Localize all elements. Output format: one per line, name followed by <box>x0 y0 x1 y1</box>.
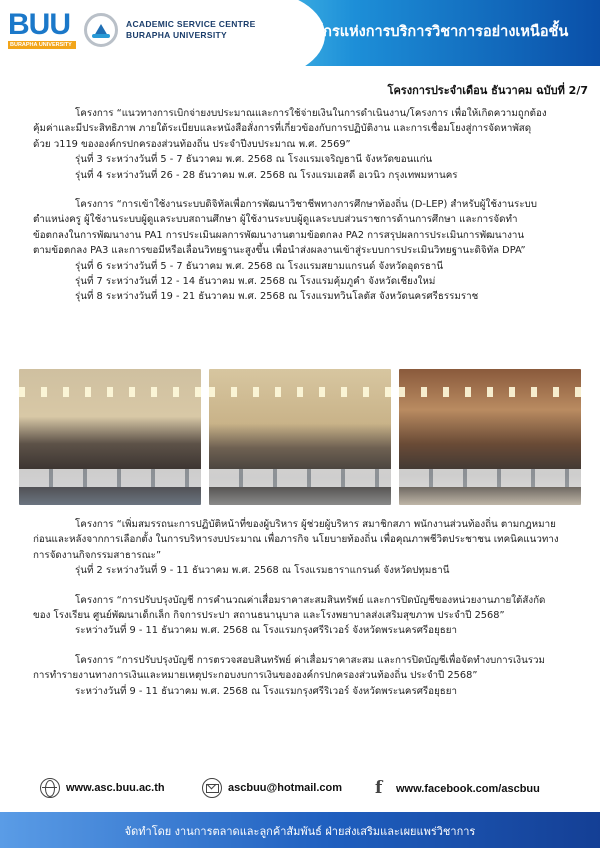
footer-credit: จัดทำโดย งานการตลาดและลูกค้าสัมพันธ์ ฝ่ายส่งเสริมและเผยแพร่วิชาการ <box>124 825 476 838</box>
buu-logo-subtext: BURAPHA UNIVERSITY <box>8 41 76 49</box>
project-1-line3: ด้วย ว119 ขององค์กรปกครองส่วนท้องถิ่น ประจำปีงบประมาณ พ.ศ. 2569” <box>33 138 351 150</box>
project-1-session: รุ่นที่ 3 ระหว่างวันที่ 5 - 7 ธันวาคม พ.ศ. 2568 ณ โรงแรมเจริญธานี จังหวัดขอนแก่น <box>75 154 433 166</box>
event-photo <box>209 369 391 505</box>
email-link[interactable]: ascbuu@hotmail.com <box>228 782 343 794</box>
logo-block <box>8 10 256 49</box>
email-contact[interactable] <box>202 778 342 798</box>
contact-bar <box>40 778 580 800</box>
ceiling-lights <box>399 387 581 397</box>
website-contact[interactable] <box>40 778 165 798</box>
project-2 <box>33 197 573 305</box>
project-4 <box>33 593 573 639</box>
projects-bottom <box>33 517 573 699</box>
project-3-line1: โครงการ “เพิ่มสมรรถนะการปฏิบัติหน้าที่ของผู้บริหาร ผู้ช่วยผู้บริหาร สมาชิกสภา พนักงานส่วนท้องถิ่น ตามกฎหมาย <box>75 519 556 530</box>
project-3-session: รุ่นที่ 2 ระหว่างวันที่ 9 - 11 ธันวาคม พ.ศ. 2568 ณ โรงแรมธาราแกรนด์ จังหวัดปทุมธานี <box>75 565 450 577</box>
project-5-line1: โครงการ “การปรับปรุงบัญชี การตรวจสอบสินทรัพย์ ค่าเสื่อมราคาสะสม และการปิดบัญชีเพื่อจัดทำงบการเงินรวม <box>75 654 545 666</box>
project-4-line2: ของ โรงเรียน ศูนย์พัฒนาเด็กเล็ก กิจการประปา สถานธนานุบาล และโรงพยาบาลส่งเสริมสุขภาพ ประจำปี 2568” <box>33 610 505 622</box>
issue-title: โครงการประจำเดือน ธันวาคม ฉบับที่ 2/7 <box>387 84 588 97</box>
facebook-link[interactable]: www.facebook.com/ascbuu <box>396 783 540 795</box>
photo-strip <box>19 369 581 505</box>
project-5-session: ระหว่างวันที่ 9 - 11 ธันวาคม พ.ศ. 2568 ณ โรงแรมกรุงศรีริเวอร์ จังหวัดพระนครศรีอยุธยา <box>75 685 458 697</box>
centre-name <box>126 19 256 41</box>
buu-logo-text: BUU <box>8 8 70 41</box>
project-5 <box>33 653 573 699</box>
project-2-line1: โครงการ “การเข้าใช้งานระบบดิจิทัลเพื่อการพัฒนาวิชาชีพทางการศึกษาท้องถิ่น (D-LEP) สำหรับผู้ใช้งานระบบ <box>75 199 537 211</box>
centre-name-line1: ACADEMIC SERVICE CENTRE <box>126 18 256 29</box>
facebook-icon <box>368 778 390 800</box>
project-1-line1: โครงการ “แนวทางการเบิกจ่ายงบประมาณและการใช้จ่ายเงินในการดำเนินงาน/โครงการ เพื่อให้เกิดความถูกต้อง <box>75 108 547 119</box>
project-2-session: รุ่นที่ 7 ระหว่างวันที่ 12 - 14 ธันวาคม พ.ศ. 2568 ณ โรงแรมคุ้มภูคำ จังหวัดเชียงใหม่ <box>75 276 436 288</box>
header-banner <box>0 0 600 66</box>
buu-logo <box>8 10 76 49</box>
project-4-line1: โครงการ “การปรับปรุงบัญชี การคำนวณค่าเสื่อมราคาสะสมสินทรัพย์ และการปิดบัญชีของหน่วยงานภายใต้สังกัด <box>75 594 546 606</box>
seminar-tables <box>19 469 201 487</box>
project-3-line3: การจัดงานกิจกรรมสาธารณะ” <box>33 549 162 561</box>
event-photo <box>399 369 581 505</box>
project-1-line2: คุ้มค่าและมีประสิทธิภาพ ภายใต้ระเบียบและหนังสือสั่งการที่เกี่ยวข้องกับการปฏิบัติงาน และการเชื่อมโยงสู่การจัดหาพัสดุ <box>33 123 532 135</box>
project-4-session: ระหว่างวันที่ 9 - 11 ธันวาคม พ.ศ. 2568 ณ โรงแรมกรุงศรีริเวอร์ จังหวัดพระนครศรีอยุธยา <box>75 625 458 637</box>
project-3 <box>33 517 573 579</box>
ceiling-lights <box>209 387 391 397</box>
facebook-contact[interactable] <box>368 778 540 800</box>
website-link[interactable]: www.asc.buu.ac.th <box>66 782 165 794</box>
asc-emblem-icon <box>84 13 118 47</box>
project-2-line3: ข้อตกลงในการพัฒนางาน PA1 การประเมินผลการพัฒนางานตามข้อตกลง PA2 การสรุปผลการประเมินการพัฒนางาน <box>33 229 525 241</box>
project-2-line4: ตามข้อตกลง PA3 และการขอมีหรือเลื่อนวิทยฐานะสูงขึ้น เพื่อนำส่งผลงานเข้าสู่ระบบการประเมินวิทยฐานะดิจิทัล DPA” <box>33 245 526 257</box>
project-1-session: รุ่นที่ 4 ระหว่างวันที่ 26 - 28 ธันวาคม พ.ศ. 2568 ณ โรงแรมเอสดี อเวนิว กรุงเทพมหานคร <box>75 169 458 181</box>
project-5-line2: การทำรายงานทางการเงินและหมายเหตุประกอบงบการเงินขององค์กรปกครองส่วนท้องถิ่น ประจำปี 2568” <box>33 670 478 682</box>
globe-icon <box>40 778 60 798</box>
event-photo <box>19 369 201 505</box>
project-1 <box>33 106 573 183</box>
footer-bar <box>0 812 600 848</box>
project-3-line2: ก่อนและหลังจากการเลือกตั้ง ในการบริหารงบประมาณ เพื่อภารกิจ นโยบายท้องถิ่น เพื่อคุณภาพชีวิตประชาชน เทคนิคแนวทาง <box>33 534 559 546</box>
projects-top <box>33 106 573 305</box>
project-2-line2: ตำแหน่งครู ผู้ใช้งานระบบผู้ดูแลระบบสถานศึกษา ผู้ใช้งานระบบผู้ดูแลระบบส่วนราชการด้านการศึกษา และการจัดทำ <box>33 214 518 226</box>
centre-name-line2: BURAPHA UNIVERSITY <box>126 29 227 40</box>
seminar-tables <box>209 469 391 487</box>
ceiling-lights <box>19 387 201 397</box>
header-title: องค์กรแห่งการบริการวิชาการอย่างเหนือชั้น <box>297 24 569 40</box>
project-2-session: รุ่นที่ 8 ระหว่างวันที่ 19 - 21 ธันวาคม พ.ศ. 2568 ณ โรงแรมทวินโลตัส จังหวัดนครศรีธรรมราช <box>75 291 479 303</box>
mail-icon <box>202 778 222 798</box>
seminar-tables <box>399 469 581 487</box>
project-2-session: รุ่นที่ 6 ระหว่างวันที่ 5 - 7 ธันวาคม พ.ศ. 2568 ณ โรงแรมสยามแกรนด์ จังหวัดอุดรธานี <box>75 260 444 272</box>
